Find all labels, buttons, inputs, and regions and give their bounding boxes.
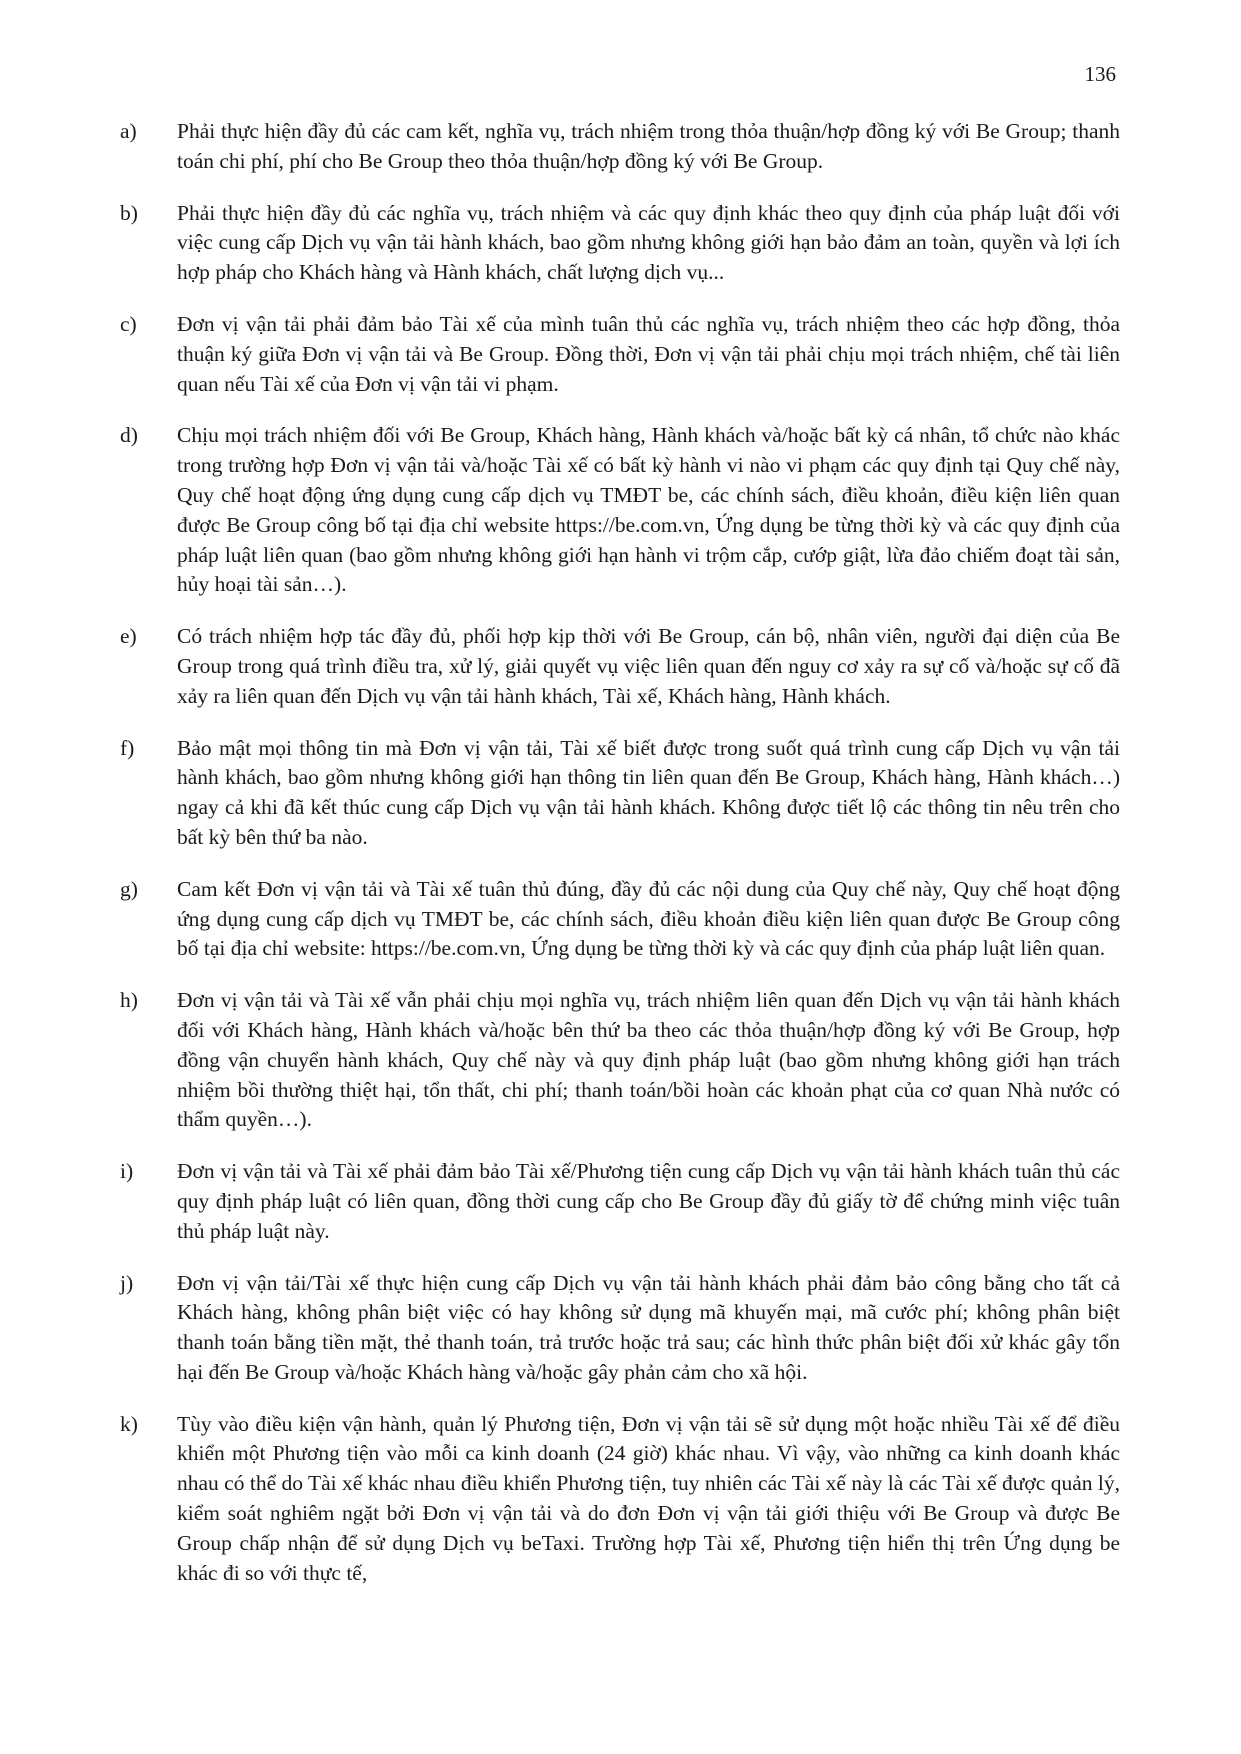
item-text: Đơn vị vận tải và Tài xế phải đảm bảo Tài xế/Phương tiện cung cấp Dịch vụ vận tải hành khách tuân thủ các quy định pháp luật có liên quan, đồng thời cung cấp cho Be Group đầy đủ giấy tờ để chứng minh việc tuân thủ pháp luật này. xyxy=(177,1159,1120,1243)
page-number: 136 xyxy=(1084,62,1116,86)
list-item xyxy=(120,421,1120,600)
item-text: Phải thực hiện đầy đủ các nghĩa vụ, trách nhiệm và các quy định khác theo quy định của pháp luật đối với việc cung cấp Dịch vụ vận tải hành khách, bao gồm nhưng không giới hạn bảo đảm an toàn, quyền và lợi ích hợp pháp cho Khách hàng và Hành khách, chất lượng dịch vụ... xyxy=(177,200,1120,285)
item-text: Cam kết Đơn vị vận tải và Tài xế tuân thủ đúng, đầy đủ các nội dung của Quy chế này, Quy chế hoạt động ứng dụng cung cấp dịch vụ TMĐT be, các chính sách, điều khoản điều kiện liên quan được Be Group công bố tại địa chỉ website: https://be.com.vn, Ứng dụng be từng thời kỳ và các quy định của pháp luật liên quan. xyxy=(177,876,1120,961)
item-label: d) xyxy=(120,423,138,448)
item-label: b) xyxy=(120,200,138,225)
item-text: Đơn vị vận tải phải đảm bảo Tài xế của mình tuân thủ các nghĩa vụ, trách nhiệm theo các hợp đồng, thỏa thuận ký giữa Đơn vị vận tải và Be Group. Đồng thời, Đơn vị vận tải phải chịu mọi trách nhiệm, chế tài liên quan nếu Tài xế của Đơn vị vận tải vi phạm. xyxy=(177,311,1120,396)
item-text: Bảo mật mọi thông tin mà Đơn vị vận tải, Tài xế biết được trong suốt quá trình cung cấp Dịch vụ vận tải hành khách, bao gồm nhưng không giới hạn thông tin liên quan đến Be Group, Khách hàng, Hành khách…) ngay cả khi đã kết thúc cung cấp Dịch vụ vận tải hành khách. Không được tiết lộ các thông tin nêu trên cho bất kỳ bên thứ ba nào. xyxy=(177,735,1120,849)
item-label: k) xyxy=(120,1411,138,1436)
item-label: a) xyxy=(120,119,137,143)
list-item xyxy=(120,1269,1120,1388)
list-item xyxy=(120,875,1120,964)
list-item xyxy=(120,1410,1120,1589)
list-item xyxy=(120,734,1120,853)
obligations-list xyxy=(120,117,1120,1610)
item-text: Tùy vào điều kiện vận hành, quản lý Phương tiện, Đơn vị vận tải sẽ sử dụng một hoặc nhiều Tài xế để điều khiển một Phương tiện vào mỗi ca kinh doanh (24 giờ) khác nhau. Vì vậy, vào những ca kinh doanh khác nhau có thể do Tài xế khác nhau điều khiển Phương tiện, tuy nhiên các Tài xế này là các Tài xế được quản lý, kiểm soát nghiêm ngặt bởi Đơn vị vận tải và do đơn Đơn vị vận tải giới thiệu với Be Group và được Be Group chấp nhận để sử dụng Dịch vụ beTaxi. Trường hợp Tài xế, Phương tiện hiển thị trên Ứng dụng be khác đi so với thực tế, xyxy=(177,1411,1120,1585)
item-text: Có trách nhiệm hợp tác đầy đủ, phối hợp kịp thời với Be Group, cán bộ, nhân viên, người đại diện của Be Group trong quá trình điều tra, xử lý, giải quyết vụ việc liên quan đến nguy cơ xảy ra sự cố và/hoặc sự cố đã xảy ra liên quan đến Dịch vụ vận tải hành khách, Tài xế, Khách hàng, Hành khách. xyxy=(177,624,1120,708)
item-label: e) xyxy=(120,624,137,649)
list-item xyxy=(120,117,1120,177)
item-text: Phải thực hiện đầy đủ các cam kết, nghĩa vụ, trách nhiệm trong thỏa thuận/hợp đồng ký với Be Group; thanh toán chi phí, phí cho Be Group theo thỏa thuận/hợp đồng ký với Be Group. xyxy=(177,119,1120,173)
list-item xyxy=(120,310,1120,399)
item-text: Đơn vị vận tải/Tài xế thực hiện cung cấp Dịch vụ vận tải hành khách phải đảm bảo công bằng cho tất cả Khách hàng, không phân biệt việc có hay không sử dụng mã khuyến mại, mã cước phí; không phân biệt thanh toán bằng tiền mặt, thẻ thanh toán, trả trước hoặc trả sau; các hình thức phân biệt đối xử khác gây tổn hại đến Be Group và/hoặc Khách hàng và/hoặc gây phản cảm cho xã hội. xyxy=(177,1270,1120,1384)
list-item xyxy=(120,986,1120,1135)
item-label: c) xyxy=(120,311,137,336)
item-label: j) xyxy=(120,1270,134,1295)
item-text: Đơn vị vận tải và Tài xế vẫn phải chịu mọi nghĩa vụ, trách nhiệm liên quan đến Dịch vụ vận tải hành khách đối với Khách hàng, Hành khách và/hoặc bên thứ ba theo các thỏa thuận/hợp đồng ký với Be Group, hợp đồng vận chuyển hành khách, Quy chế này và quy định pháp luật (bao gồm nhưng không giới hạn trách nhiệm bồi thường thiệt hại, tổn thất, chi phí; thanh toán/bồi hoàn các khoản phạt của cơ quan Nhà nước có thẩm quyền…). xyxy=(177,988,1120,1132)
item-label: h) xyxy=(120,988,138,1013)
list-item xyxy=(120,1157,1120,1246)
item-label: i) xyxy=(120,1159,134,1184)
item-label: f) xyxy=(120,735,135,760)
item-label: g) xyxy=(120,876,138,901)
item-text: Chịu mọi trách nhiệm đối với Be Group, Khách hàng, Hành khách và/hoặc bất kỳ cá nhân, tổ chức nào khác trong trường hợp Đơn vị vận tải và/hoặc Tài xế có bất kỳ hành vi nào vi phạm các quy định tại Quy chế này, Quy chế hoạt động ứng dụng cung cấp dịch vụ TMĐT be, các chính sách, điều khoản, điều kiện liên quan được Be Group công bố tại địa chỉ website https://be.com.vn, Ứng dụng be từng thời kỳ và các quy định của pháp luật liên quan (bao gồm nhưng không giới hạn hành vi trộm cắp, cướp giật, lừa đảo chiếm đoạt tài sản, hủy hoại tài sản…). xyxy=(177,423,1120,597)
list-item xyxy=(120,199,1120,288)
list-item xyxy=(120,622,1120,711)
